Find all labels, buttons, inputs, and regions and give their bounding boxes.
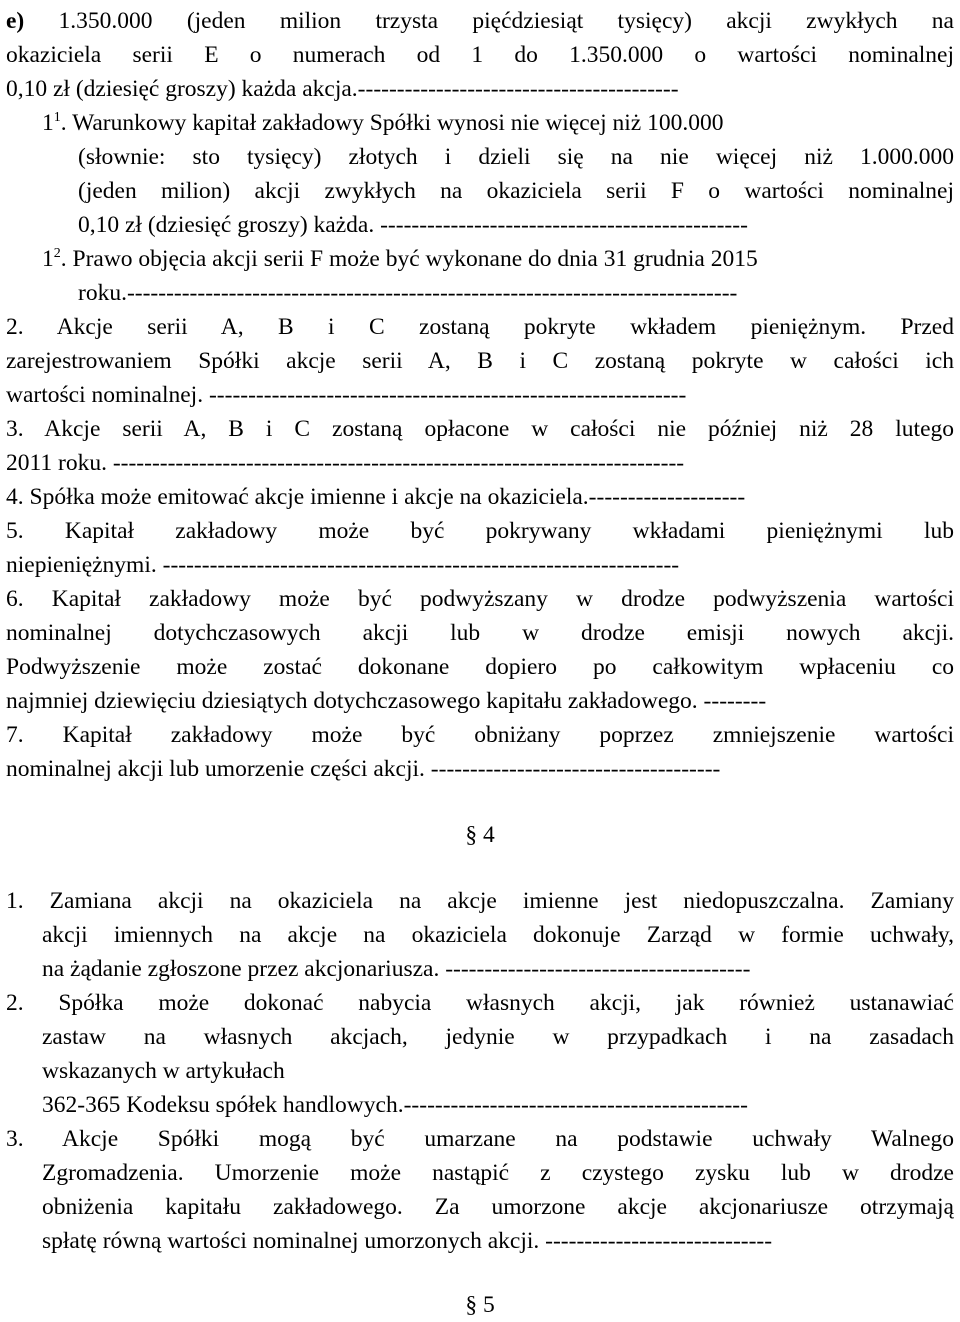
section-4-item-1-line-2: akcji imiennych na akcje na okaziciela dokonuje Zarząd w formie uchwały,: [42, 922, 954, 948]
item-e-label: e): [6, 8, 25, 34]
item-e-line-1: [6, 4, 954, 38]
section-4-item-3-line-1: 3. Akcje Spółki mogą być umarzane na podstawie uchwały Walnego: [6, 1126, 954, 1152]
section-4-item-2-line-4: 362-365 Kodeksu spółek handlowych.--------------------------------------------: [42, 1092, 748, 1118]
section-4-heading: § 4: [465, 822, 495, 848]
paragraph-6-line-3: Podwyższenie może zostać dokonane dopiero po całkowitym wpłaceniu co: [6, 654, 954, 680]
paragraph-7-line-2: nominalnej akcji lub umorzenie części akcji. -------------------------------------: [6, 756, 721, 782]
paragraph-1-1-text: . Warunkowy kapitał zakładowy Spółki wynosi nie więcej niż 100.000: [60, 110, 724, 136]
paragraph-1-1-superscript: 1: [53, 110, 61, 126]
paragraph-6-line-2: nominalnej dotychczasowych akcji lub w drodze emisji nowych akcji.: [6, 620, 954, 646]
paragraph-1-2-superscript: 2: [53, 246, 61, 262]
item-e-text-1: 1.350.000 (jeden milion trzysta pięćdziesiąt tysięcy) akcji zwykłych na: [58, 8, 954, 34]
section-4-item-1-line-3: na żądanie zgłoszone przez akcjonariusza. ---------------------------------------: [42, 956, 751, 982]
paragraph-1-2-line-1: [42, 242, 758, 276]
paragraph-6-line-1: 6. Kapitał zakładowy może być podwyższany w drodze podwyższenia wartości: [6, 586, 954, 612]
section-4-item-3-line-3: obniżenia kapitału zakładowego. Za umorzone akcje akcjonariusze otrzymają: [42, 1194, 954, 1220]
item-e-line-3: 0,10 zł (dziesięć groszy) każda akcja.-----------------------------------------: [6, 76, 679, 102]
section-4-item-3-line-4: spłatę równą wartości nominalnej umorzonych akcji. -----------------------------: [42, 1228, 773, 1254]
paragraph-4-line-1: 4. Spółka może emitować akcje imienne i akcje na okaziciela.--------------------: [6, 484, 746, 510]
paragraph-1-1-line-1: [42, 106, 723, 140]
section-4-item-1-line-1: 1. Zamiana akcji na okaziciela na akcje imienne jest niedopuszczalna. Zamiany: [6, 888, 954, 914]
section-4-item-3-line-2: Zgromadzenia. Umorzenie może nastąpić z czystego zysku lub w drodze: [42, 1160, 954, 1186]
paragraph-1-2-text: . Prawo objęcia akcji serii F może być wykonane do dnia 31 grudnia 2015: [60, 246, 758, 272]
paragraph-1-1-line-4: 0,10 zł (dziesięć groszy) każda. -----------------------------------------------: [78, 212, 748, 238]
paragraph-1-2-number: 1: [42, 246, 54, 272]
paragraph-1-1-line-3: (jeden milion) akcji zwykłych na okaziciela serii F o wartości nominalnej: [78, 178, 954, 204]
paragraph-6-line-4: najmniej dziewięciu dziesiątych dotychczasowego kapitału zakładowego. --------: [6, 688, 767, 714]
paragraph-2-line-1: 2. Akcje serii A, B i C zostaną pokryte wkładem pieniężnym. Przed: [6, 314, 954, 340]
section-4-item-2-line-3: wskazanych w artykułach: [42, 1058, 285, 1084]
paragraph-1-2-line-2: roku.------------------------------------------------------------------------------: [78, 280, 738, 306]
paragraph-5-line-2: niepieniężnymi. ------------------------------------------------------------------: [6, 552, 680, 578]
section-5-heading: § 5: [465, 1292, 495, 1318]
paragraph-1-1-line-2: (słownie: sto tysięcy) złotych i dzieli się na nie więcej niż 1.000.000: [78, 144, 954, 170]
paragraph-1-1-number: 1: [42, 110, 54, 136]
paragraph-5-line-1: 5. Kapitał zakładowy może być pokrywany wkładami pieniężnymi lub: [6, 518, 954, 544]
section-4-item-2-line-2: zastaw na własnych akcjach, jedynie w przypadkach i na zasadach: [42, 1024, 954, 1050]
paragraph-7-line-1: 7. Kapitał zakładowy może być obniżany poprzez zmniejszenie wartości: [6, 722, 954, 748]
paragraph-3-line-1: 3. Akcje serii A, B i C zostaną opłacone w całości nie później niż 28 lutego: [6, 416, 954, 442]
section-4-item-2-line-1: 2. Spółka może dokonać nabycia własnych akcji, jak również ustanawiać: [6, 990, 954, 1016]
paragraph-3-line-2: 2011 roku. -------------------------------------------------------------------------: [6, 450, 685, 476]
paragraph-2-line-3: wartości nominalnej. -------------------------------------------------------------: [6, 382, 687, 408]
paragraph-2-line-2: zarejestrowaniem Spółki akcje serii A, B i C zostaną pokryte w całości ich: [6, 348, 954, 374]
item-e-line-2: okaziciela serii E o numerach od 1 do 1.350.000 o wartości nominalnej: [6, 42, 954, 68]
